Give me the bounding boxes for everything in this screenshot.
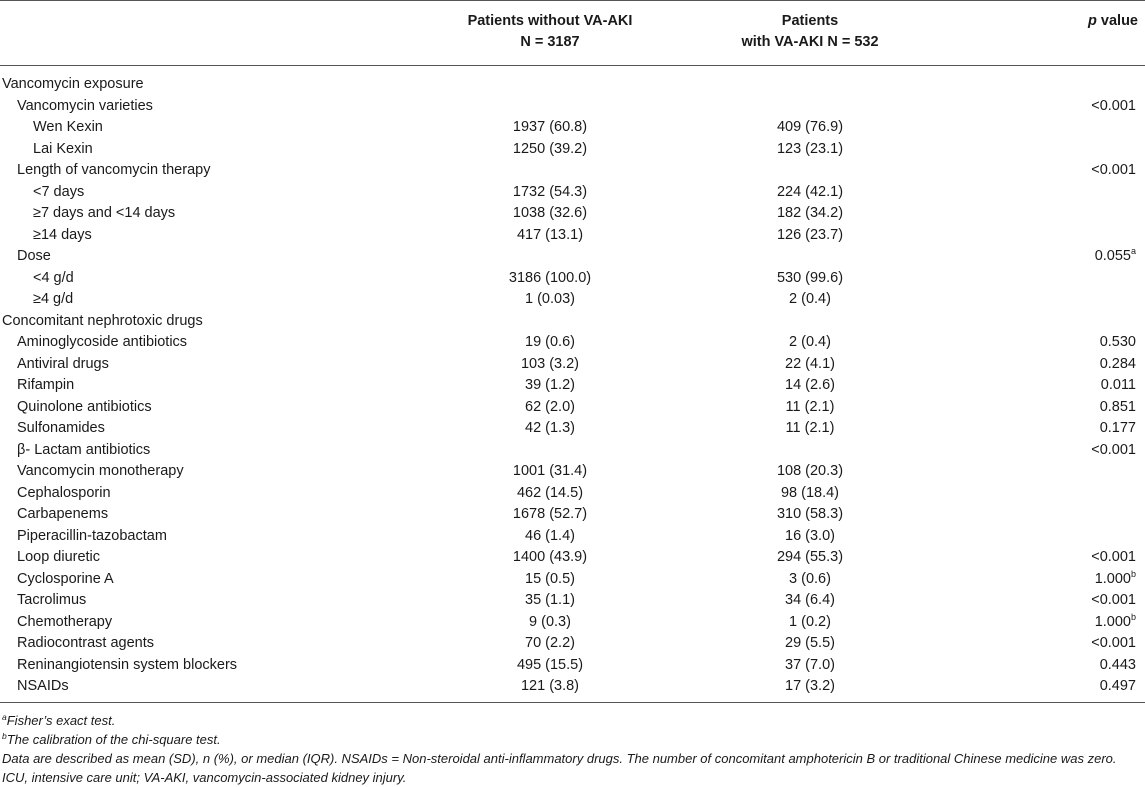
- row-label: ≥4 g/d: [33, 291, 74, 307]
- cell-with-vaaki: 108 (20.3): [776, 463, 844, 479]
- cell-with-vaaki: 310 (58.3): [776, 506, 844, 522]
- cell-with-vaaki: 16 (3.0): [785, 527, 835, 544]
- row-label: Vancomycin varieties: [17, 97, 153, 114]
- table-row: [0, 311, 1145, 333]
- table-body: [0, 66, 1145, 698]
- cell-without-vaaki: 1250 (39.2): [512, 140, 588, 157]
- row-label: Lai Kexin: [33, 140, 93, 157]
- row-label: <7 days: [33, 183, 85, 200]
- footnote: [2, 730, 1137, 749]
- cell-without-vaaki: 495 (15.5): [516, 656, 584, 673]
- row-label: Vancomycin exposure: [2, 76, 144, 92]
- row-label: Aminoglycoside antibiotics: [17, 334, 188, 350]
- cell-without-vaaki: 1 (0.03): [525, 291, 575, 307]
- cell-with-vaaki: 37 (7.0): [785, 656, 835, 673]
- table-row: [0, 547, 1145, 569]
- table-row: [0, 418, 1145, 440]
- table-row: [0, 117, 1145, 139]
- p-value-text: 0.177: [1099, 420, 1136, 436]
- cell-without-vaaki: 1400 (43.9): [512, 549, 588, 565]
- table-row: [0, 569, 1145, 591]
- cell-p-value: [1091, 547, 1136, 569]
- cell-p-value: [1100, 332, 1136, 354]
- footnote: [2, 749, 1137, 787]
- cell-without-vaaki: 121 (3.8): [520, 678, 580, 694]
- cell-without-vaaki: 1937 (60.8): [512, 119, 588, 135]
- cell-without-vaaki: 1001 (31.4): [512, 463, 588, 479]
- p-value-text: 0.530: [1099, 334, 1136, 350]
- cell-without-vaaki: 1732 (54.3): [512, 183, 588, 200]
- table-row: [0, 590, 1145, 612]
- cell-with-vaaki: 224 (42.1): [776, 183, 844, 200]
- row-label: ≥14 days: [33, 226, 92, 243]
- p-value-word: value: [1096, 13, 1138, 29]
- row-label: Cyclosporine A: [17, 570, 114, 587]
- table-row: [0, 461, 1145, 483]
- table-row: [0, 203, 1145, 225]
- row-label: Concomitant nephrotoxic drugs: [2, 312, 203, 329]
- cell-with-vaaki: 11 (2.1): [785, 398, 835, 415]
- p-value-text: <0.001: [1091, 592, 1136, 608]
- footnote: [2, 711, 1137, 730]
- cell-without-vaaki: 39 (1.2): [525, 377, 575, 393]
- row-label: <4 g/d: [33, 269, 74, 286]
- cell-p-value: [1095, 612, 1136, 634]
- row-label: Piperacillin-tazobactam: [17, 527, 167, 544]
- cell-with-vaaki: 530 (99.6): [776, 269, 844, 286]
- footnote-text: Fisher’s exact test.: [6, 712, 116, 728]
- cell-p-value: [1101, 375, 1136, 397]
- table-row: [0, 655, 1145, 677]
- row-label: Loop diuretic: [17, 549, 101, 565]
- row-label: Dose: [17, 248, 51, 264]
- cell-p-value: [1095, 569, 1136, 591]
- cell-without-vaaki: 62 (2.0): [525, 398, 575, 415]
- table-row: [0, 504, 1145, 526]
- col-header-p-value: [1088, 11, 1138, 32]
- table-row: [0, 225, 1145, 247]
- cell-without-vaaki: 1038 (32.6): [512, 205, 588, 221]
- footnote-text: Data are described as mean (SD), n (%), or median (IQR). NSAIDs = Non-steroidal anti-inflammatory drugs. The number of concomitant amphotericin B or traditional Chinese medicine was zero. ICU, intensive care unit; VA-AKI, vancomycin-associated kidney injury.: [2, 750, 1117, 785]
- table-row: [0, 289, 1145, 311]
- col-header-without-vaaki-line1: Patients without VA-AKI: [467, 13, 633, 29]
- p-value-text: 0.443: [1099, 656, 1136, 673]
- cell-p-value: [1100, 397, 1136, 419]
- cell-without-vaaki: 1678 (52.7): [512, 506, 588, 522]
- p-value-footnote-marker: b: [1130, 611, 1136, 622]
- table-row: [0, 354, 1145, 376]
- p-value-text: <0.001: [1091, 97, 1136, 114]
- cell-with-vaaki: 126 (23.7): [776, 226, 844, 243]
- cell-with-vaaki: 123 (23.1): [776, 140, 844, 157]
- cell-without-vaaki: 103 (3.2): [520, 355, 580, 372]
- row-label: Cephalosporin: [17, 484, 111, 501]
- row-label: Radiocontrast agents: [17, 635, 155, 651]
- cell-without-vaaki: 35 (1.1): [525, 592, 575, 608]
- table-row: [0, 160, 1145, 182]
- cell-with-vaaki: 3 (0.6): [789, 570, 831, 587]
- table-row: [0, 612, 1145, 634]
- table-row: [0, 440, 1145, 462]
- table-row: [0, 375, 1145, 397]
- cell-p-value: [1091, 440, 1136, 462]
- row-label: Vancomycin monotherapy: [17, 463, 184, 479]
- p-value-text: <0.001: [1091, 635, 1136, 651]
- table-row: [0, 96, 1145, 118]
- cell-p-value: [1091, 590, 1136, 612]
- cell-without-vaaki: 70 (2.2): [525, 635, 575, 651]
- p-value-footnote-marker: b: [1130, 568, 1136, 579]
- row-label: Antiviral drugs: [17, 355, 109, 372]
- table-row: [0, 332, 1145, 354]
- p-value-footnote-marker: a: [1130, 246, 1136, 256]
- cell-with-vaaki: 182 (34.2): [776, 205, 844, 221]
- table-row: [0, 268, 1145, 290]
- p-italic: p: [1088, 13, 1097, 29]
- cell-without-vaaki: 417 (13.1): [516, 226, 584, 243]
- row-label: Rifampin: [17, 377, 75, 393]
- row-label: Sulfonamides: [17, 420, 105, 436]
- table-row: [0, 526, 1145, 548]
- table-row: [0, 182, 1145, 204]
- table-row: [0, 74, 1145, 96]
- row-label: Tacrolimus: [17, 592, 87, 608]
- col-header-with-vaaki-line2: with VA-AKI N = 532: [741, 34, 879, 50]
- cell-with-vaaki: 22 (4.1): [785, 355, 835, 372]
- row-label: Chemotherapy: [17, 613, 113, 630]
- cell-without-vaaki: 15 (0.5): [525, 570, 575, 587]
- p-value-text: 0.055: [1094, 248, 1131, 264]
- cell-without-vaaki: 3186 (100.0): [508, 269, 592, 286]
- table-row: [0, 483, 1145, 505]
- cell-with-vaaki: 29 (5.5): [785, 635, 835, 651]
- table-row: [0, 139, 1145, 161]
- row-label: Length of vancomycin therapy: [17, 162, 211, 178]
- footnotes: [0, 702, 1145, 787]
- cell-p-value: [1091, 633, 1136, 655]
- table-row: [0, 676, 1145, 698]
- cell-p-value: [1100, 354, 1136, 376]
- footnote-marker: b: [2, 730, 7, 741]
- footnote-text: The calibration of the chi-square test.: [6, 731, 221, 747]
- footnote-marker: a: [2, 711, 7, 722]
- cell-with-vaaki: 409 (76.9): [776, 119, 844, 135]
- cell-with-vaaki: 11 (2.1): [785, 420, 835, 436]
- cell-p-value: [1091, 96, 1136, 118]
- cell-with-vaaki: 17 (3.2): [785, 678, 835, 694]
- cell-without-vaaki: 42 (1.3): [525, 420, 575, 436]
- p-value-text: 0.851: [1099, 398, 1136, 415]
- row-label: β- Lactam antibiotics: [17, 441, 151, 458]
- cell-p-value: [1100, 418, 1136, 440]
- row-label: ≥7 days and <14 days: [33, 205, 176, 221]
- p-value-text: 1.000: [1094, 570, 1131, 587]
- table-row: [0, 633, 1145, 655]
- cell-without-vaaki: 46 (1.4): [525, 527, 575, 544]
- p-value-text: <0.001: [1091, 549, 1136, 565]
- table-header: [0, 1, 1145, 65]
- table-row: [0, 246, 1145, 268]
- cell-with-vaaki: 98 (18.4): [780, 484, 840, 501]
- cell-p-value: [1100, 655, 1136, 677]
- cell-with-vaaki: 294 (55.3): [776, 549, 844, 565]
- cell-with-vaaki: 34 (6.4): [785, 592, 835, 608]
- cell-with-vaaki: 14 (2.6): [785, 377, 835, 393]
- cell-p-value: [1100, 676, 1136, 698]
- col-header-with-vaaki-line1: Patients: [781, 13, 839, 29]
- p-value-text: 0.011: [1100, 377, 1136, 393]
- p-value-text: 1.000: [1094, 613, 1131, 630]
- p-value-text: 0.284: [1099, 355, 1136, 372]
- cell-with-vaaki: 2 (0.4): [789, 291, 831, 307]
- cell-without-vaaki: 19 (0.6): [525, 334, 575, 350]
- row-label: Quinolone antibiotics: [17, 398, 152, 415]
- p-value-text: 0.497: [1099, 678, 1136, 694]
- row-label: Reninangiotensin system blockers: [17, 656, 238, 673]
- table-row: [0, 397, 1145, 419]
- cell-without-vaaki: 9 (0.3): [529, 613, 571, 630]
- cell-with-vaaki: 1 (0.2): [789, 613, 831, 630]
- cell-with-vaaki: 2 (0.4): [789, 334, 831, 350]
- cell-p-value: [1091, 160, 1136, 182]
- row-label: Carbapenems: [17, 506, 109, 522]
- p-value-text: <0.001: [1091, 162, 1136, 178]
- row-label: Wen Kexin: [33, 119, 103, 135]
- col-header-with-vaaki: [660, 11, 960, 53]
- cell-p-value: [1095, 246, 1136, 268]
- col-header-without-vaaki-line2: N = 3187: [520, 34, 580, 50]
- cell-without-vaaki: 462 (14.5): [516, 484, 584, 501]
- row-label: NSAIDs: [17, 678, 69, 694]
- p-value-text: <0.001: [1091, 441, 1136, 458]
